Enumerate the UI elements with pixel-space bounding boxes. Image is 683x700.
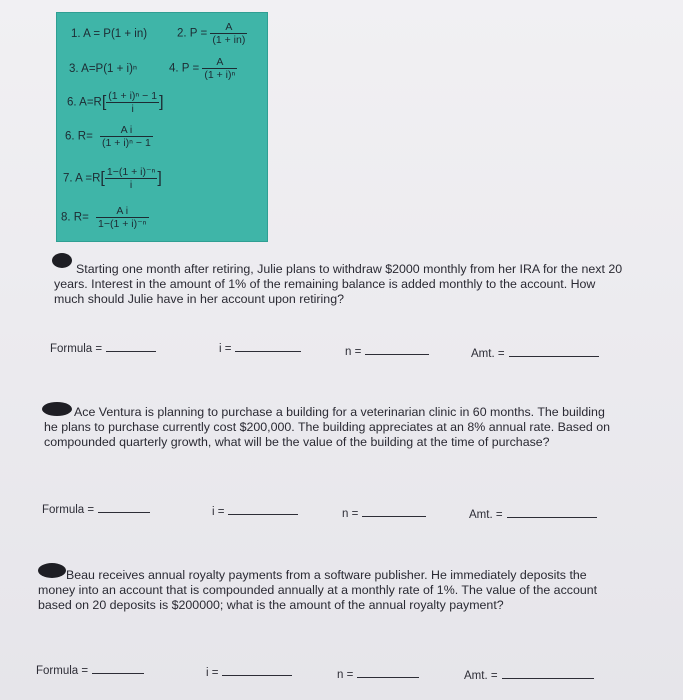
problem-2-amt-blank[interactable] [507, 508, 597, 518]
formula-4-label: 4. P = [169, 62, 200, 75]
problem-1-formula-row: Formula = [50, 342, 156, 355]
problem-1-n-blank[interactable] [365, 345, 429, 355]
formula-2-label: 2. P = [177, 27, 208, 40]
formula-7: 7. A =R[ $\frac{\text{1−(1 + i)⁻ⁿ}}{i}$ ] [63, 166, 162, 191]
formula-4-fraction: $\frac{A}{\text{(1 + i)ⁿ}}$ [204, 56, 236, 81]
formula-reference-card [56, 12, 268, 242]
formula-1 [71, 28, 147, 40]
problem-3-text: Beau receives annual royalty payments from a software publisher. He immediately deposits the money into an account that is compounded annually at a monthly rate of 1%. The value of the account based on 20 deposits is $200000; what is the amount of the annual royalty payment? [38, 568, 598, 612]
problem-1-amt-row: Amt. = [471, 347, 599, 360]
problem-3-formula-row: Formula = [36, 664, 144, 677]
formula-1-text: 1. A = P(1 + in) [71, 28, 148, 40]
problem-2-formula-blank[interactable] [98, 503, 150, 513]
problem-3 [38, 568, 623, 613]
problem-2-i-blank[interactable] [228, 505, 298, 515]
formula-3 [69, 63, 137, 75]
problem-3-formula-blank[interactable] [92, 664, 144, 674]
problem-1-n-row: n = [345, 345, 429, 358]
problem-1-amt-blank[interactable] [509, 347, 599, 357]
problem-2 [44, 405, 619, 450]
problem-3-i-row: i = [206, 666, 292, 679]
problem-3-i-blank[interactable] [222, 666, 292, 676]
problem-2-i-row: i = [212, 505, 298, 518]
formula-2 [177, 21, 247, 46]
problem-2-n-blank[interactable] [362, 507, 426, 517]
problem-3-amt-row: Amt. = [464, 669, 594, 682]
formula-5-fraction: $\frac{\text{(1 + i)ⁿ − 1}}{i}$ [108, 90, 158, 115]
formula-2-fraction: $\frac{A}{(1 + in)}$ [212, 21, 246, 46]
problem-2-formula-row: Formula = [42, 503, 150, 516]
formula-6 [65, 124, 153, 149]
formula-5-label: 6. A=R [67, 96, 102, 109]
formula-6-fraction: $\frac{\text{A i}}{\text{(1 + i)ⁿ − 1}}$ [102, 124, 151, 149]
problem-1-formula-blank[interactable] [106, 342, 156, 352]
problem-1-text: Starting one month after retiring, Julie plans to withdraw $2000 monthly from her IRA for the next 20 years. Interest in the amount of 1% of the remaining balance is added monthly to the account. How much should Julie have in her account upon retiring? [54, 262, 623, 306]
problem-2-text: Ace Ventura is planning to purchase a building for a veterinarian clinic in 60 months. The building he plans to purchase currently cost $200,000. The building appreciates at an 8% annual rate. Based on compounded quarterly growth, what will be the value of the building at the time of purchase? [44, 405, 610, 449]
formula-4 [169, 56, 237, 81]
problem-3-n-blank[interactable] [357, 668, 419, 678]
problem-3-n-row: n = [337, 668, 419, 681]
formula-3-text: 3. A=P(1 + i)ⁿ [69, 63, 138, 75]
problem-1-i-blank[interactable] [235, 342, 301, 352]
problem-3-amt-blank[interactable] [502, 669, 594, 679]
problem-1 [54, 262, 629, 307]
formula-7-fraction: $\frac{\text{1−(1 + i)⁻ⁿ}}{i}$ [106, 166, 156, 191]
formula-5: 6. A=R[ $\frac{\text{(1 + i)ⁿ − 1}}{i}$ ] [67, 90, 164, 115]
problem-1-i-row: i = [219, 342, 301, 355]
problem-2-n-row: n = [342, 507, 426, 520]
formula-8-fraction: $\frac{\text{A i}}{\text{1−(1 + i)⁻ⁿ}}$ [98, 205, 147, 230]
problem-2-amt-row: Amt. = [469, 508, 597, 521]
formula-8 [61, 205, 149, 230]
formula-7-label: 7. A =R [63, 172, 101, 185]
formula-8-label: 8. R= [61, 211, 89, 224]
formula-6-label: 6. R= [65, 130, 93, 143]
